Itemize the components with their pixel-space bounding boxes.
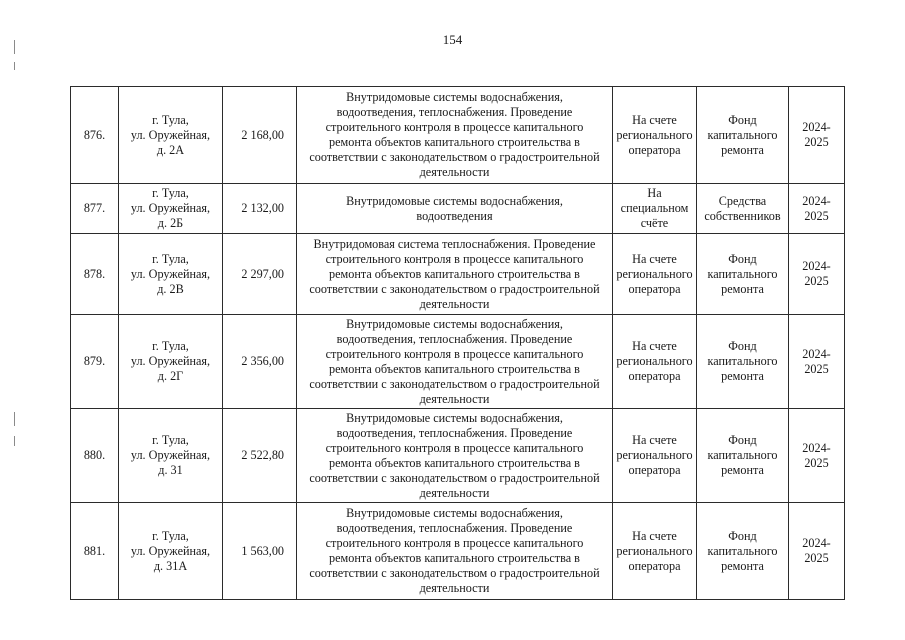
funding-source-cell-line: капитального <box>707 354 778 368</box>
works-cell-line: Внутридомовые системы водоснабжения, <box>346 193 563 208</box>
address-cell-line: д. 31 <box>158 463 183 477</box>
registry-body <box>71 87 845 600</box>
funding-source-cell-line: Фонд <box>728 339 757 353</box>
works-cell-line: строительного контроля в процессе капитального <box>325 440 584 455</box>
funding-source-cell-line: собственников <box>704 208 781 223</box>
repair-registry-table <box>70 86 845 600</box>
funding-source-cell-line: ремонта <box>721 558 764 573</box>
works-cell-line: Внутридомовые системы водоснабжения, <box>346 506 563 520</box>
works-cell-line: водоотведения, теплоснабжения. Проведение <box>336 425 573 440</box>
period-cell: 2024-2025 <box>789 503 845 600</box>
address-cell-line: ул. Оружейная, <box>130 354 211 368</box>
works-cell-line: соответствии с законодательством о градостроительной <box>309 566 600 580</box>
account-cell-line: регионального <box>616 354 693 368</box>
works-cell <box>297 315 613 409</box>
funding-source-cell-line: ремонта <box>721 142 764 157</box>
row-number-cell: 878. <box>71 234 119 315</box>
account-cell-line: На счете <box>632 433 677 447</box>
scan-mark-left-mid-2 <box>14 436 15 446</box>
address-cell-line: ул. Оружейная, <box>130 543 211 558</box>
works-cell <box>297 409 613 503</box>
funding-source-cell <box>697 234 789 315</box>
funding-source-cell-line: Фонд <box>728 433 757 447</box>
row-number-cell: 879. <box>71 315 119 409</box>
funding-source-cell <box>697 503 789 600</box>
works-cell-line: Внутридомовые системы водоснабжения, <box>346 410 563 425</box>
address-cell <box>119 87 223 184</box>
works-cell-line: ремонта объектов капитального строительства в <box>329 361 580 376</box>
account-cell <box>613 87 697 184</box>
works-cell-line: ремонта объектов капитального строительства в <box>329 455 580 470</box>
page-number: 154 <box>442 32 463 47</box>
address-cell <box>119 503 223 600</box>
account-cell-line: На счете <box>632 339 677 353</box>
area-cell: 2 132,00 <box>223 184 297 234</box>
works-cell-line: соответствии с законодательством о градостроительной <box>309 470 600 485</box>
works-cell-line: Внутридомовые системы водоснабжения, <box>346 316 563 331</box>
works-cell-line: соответствии с законодательством о градостроительной <box>309 150 600 164</box>
address-cell-line: д. 2Г <box>157 369 184 383</box>
area-cell: 1 563,00 <box>223 503 297 600</box>
area-cell: 2 297,00 <box>223 234 297 315</box>
works-cell-line: деятельности <box>419 296 490 311</box>
row-number-cell: 876. <box>71 87 119 184</box>
address-cell-line: г. Тула, <box>152 251 189 266</box>
works-cell-line: водоотведения <box>416 208 493 223</box>
account-cell <box>613 184 697 234</box>
account-cell-line: оператора <box>628 369 681 383</box>
works-cell-line: соответствии с законодательством о градостроительной <box>309 376 600 391</box>
address-cell-line: ул. Оружейная, <box>130 127 211 142</box>
account-cell <box>613 503 697 600</box>
account-cell-line: специальном <box>620 201 689 215</box>
works-cell <box>297 87 613 184</box>
address-cell-line: д. 2В <box>157 281 184 296</box>
table-row <box>71 503 845 600</box>
row-number-cell: 881. <box>71 503 119 600</box>
account-cell-line: счёте <box>640 216 669 230</box>
funding-source-cell-line: Фонд <box>728 112 757 127</box>
area-cell: 2 356,00 <box>223 315 297 409</box>
period-cell: 2024-2025 <box>789 87 845 184</box>
funding-source-cell-line: ремонта <box>721 281 764 296</box>
account-cell-line: оператора <box>628 281 681 296</box>
funding-source-cell-line: капитального <box>707 448 778 462</box>
works-cell-line: соответствии с законодательством о градостроительной <box>309 281 600 296</box>
works-cell-line: ремонта объектов капитального строительства в <box>329 135 580 149</box>
works-cell <box>297 234 613 315</box>
period-cell: 2024-2025 <box>789 234 845 315</box>
funding-source-cell <box>697 184 789 234</box>
account-cell <box>613 315 697 409</box>
account-cell-line: регионального <box>616 266 693 281</box>
address-cell <box>119 234 223 315</box>
works-cell-line: строительного контроля в процессе капитального <box>325 536 584 550</box>
works-cell-line: ремонта объектов капитального строительства в <box>329 551 580 565</box>
funding-source-cell-line: капитального <box>707 127 778 142</box>
area-cell: 2 522,80 <box>223 409 297 503</box>
address-cell-line: г. Тула, <box>152 528 189 543</box>
address-cell-line: ул. Оружейная, <box>130 266 211 281</box>
works-cell-line: строительного контроля в процессе капитального <box>325 120 584 134</box>
table-row <box>71 184 845 234</box>
address-cell-line: д. 2Б <box>157 216 184 230</box>
account-cell-line: На счете <box>632 528 677 543</box>
address-cell-line: г. Тула, <box>152 339 189 353</box>
table-row <box>71 87 845 184</box>
works-cell-line: строительного контроля в процессе капитального <box>325 346 584 361</box>
scan-mark-left-mid <box>14 412 15 426</box>
table-row <box>71 315 845 409</box>
funding-source-cell <box>697 315 789 409</box>
account-cell-line: оператора <box>628 558 681 573</box>
works-cell-line: водоотведения, теплоснабжения. Проведение <box>336 521 573 535</box>
account-cell-line: оператора <box>628 142 681 157</box>
address-cell-line: г. Тула, <box>152 186 189 200</box>
works-cell-line: водоотведения, теплоснабжения. Проведение <box>336 105 573 119</box>
table-row <box>71 409 845 503</box>
funding-source-cell <box>697 409 789 503</box>
funding-source-cell-line: капитального <box>707 543 778 558</box>
address-cell-line: г. Тула, <box>152 112 189 127</box>
account-cell-line: На счете <box>632 251 677 266</box>
account-cell <box>613 409 697 503</box>
address-cell <box>119 315 223 409</box>
works-cell-line: деятельности <box>419 391 490 406</box>
address-cell-line: ул. Оружейная, <box>130 448 211 462</box>
row-number-cell: 880. <box>71 409 119 503</box>
period-cell: 2024-2025 <box>789 409 845 503</box>
works-cell-line: деятельности <box>419 165 490 179</box>
works-cell <box>297 503 613 600</box>
works-cell-line: деятельности <box>419 581 490 595</box>
works-cell <box>297 184 613 234</box>
works-cell-line: деятельности <box>419 485 490 500</box>
area-cell: 2 168,00 <box>223 87 297 184</box>
row-number-cell: 877. <box>71 184 119 234</box>
funding-source-cell-line: капитального <box>707 266 778 281</box>
account-cell-line: оператора <box>628 463 681 477</box>
works-cell-line: ремонта объектов капитального строительства в <box>329 266 580 281</box>
address-cell <box>119 184 223 234</box>
funding-source-cell-line: ремонта <box>721 369 764 383</box>
works-cell-line: строительного контроля в процессе капитального <box>325 251 584 266</box>
funding-source-cell <box>697 87 789 184</box>
works-cell-line: Внутридомовые системы водоснабжения, <box>346 90 563 104</box>
account-cell-line: регионального <box>616 448 693 462</box>
funding-source-cell-line: Фонд <box>728 528 757 543</box>
scan-mark-left-top-2 <box>14 62 15 70</box>
address-cell-line: д. 2А <box>156 142 185 157</box>
address-cell-line: г. Тула, <box>152 433 189 447</box>
account-cell-line: регионального <box>616 543 693 558</box>
account-cell-line: На <box>647 186 662 200</box>
account-cell-line: регионального <box>616 127 693 142</box>
address-cell <box>119 409 223 503</box>
period-cell: 2024-2025 <box>789 315 845 409</box>
works-cell-line: Внутридомовая система теплоснабжения. Проведение <box>313 236 596 251</box>
account-cell-line: На счете <box>632 112 677 127</box>
period-cell: 2024-2025 <box>789 184 845 234</box>
funding-source-cell-line: ремонта <box>721 463 764 477</box>
scan-mark-left-top <box>14 40 15 54</box>
account-cell <box>613 234 697 315</box>
funding-source-cell-line: Средства <box>718 193 767 208</box>
table-row <box>71 234 845 315</box>
funding-source-cell-line: Фонд <box>728 251 757 266</box>
address-cell-line: ул. Оружейная, <box>130 201 211 215</box>
works-cell-line: водоотведения, теплоснабжения. Проведение <box>336 331 573 346</box>
address-cell-line: д. 31А <box>153 558 188 573</box>
